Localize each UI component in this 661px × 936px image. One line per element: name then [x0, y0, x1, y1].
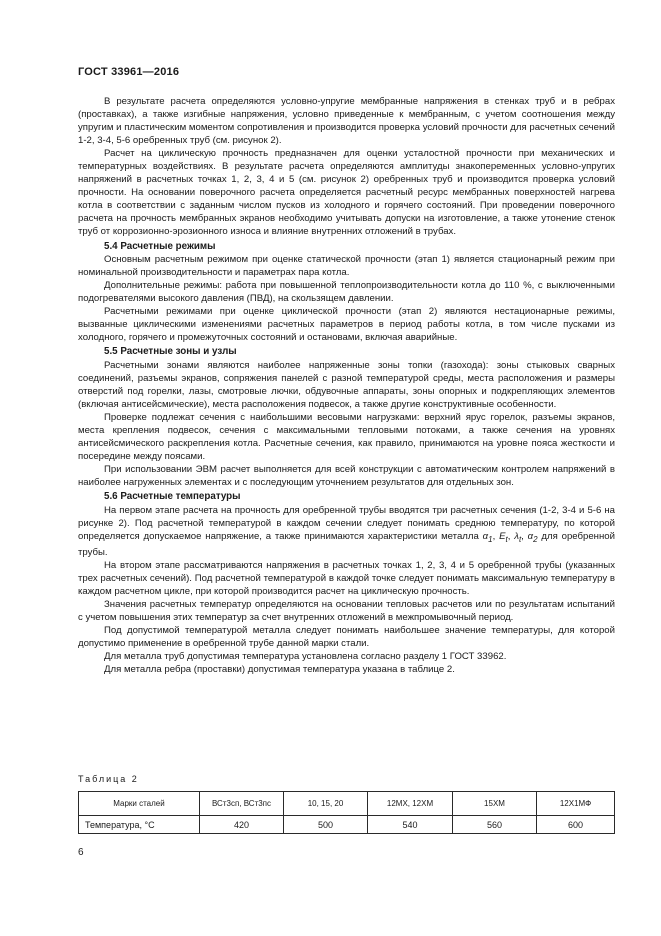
paragraph-main-mode: Основным расчетным режимом при оценке статической прочности (этап 1) является стационарный режим при номинальной производительности и параметрах пара котла. — [78, 254, 615, 279]
header-cell-label: Марки сталей — [79, 792, 200, 816]
symbol-alpha1: $\alpha_1$ — [482, 530, 493, 544]
header-cell: ВСт3сп, ВСт3пс — [200, 792, 284, 816]
table-cell: 540 — [368, 816, 453, 834]
paragraph-cyclic-modes: Расчетными режимами при оценке циклической прочности (этап 2) являются нестационарные режимы, вызванные циклическими изменениями расчетных параметров в период работы котла, в том числе пусками из холодного, горячего и промежуточных состояний и остановами, включая аварийные. — [78, 306, 615, 344]
header-cell: 12Х1МФ — [537, 792, 615, 816]
table-row — [79, 816, 615, 834]
table-cell: 600 — [537, 816, 615, 834]
row-label: Температура, °С — [79, 816, 200, 834]
section-heading-5-4: 5.4 Расчетные режимы — [104, 240, 216, 252]
paragraph-first-stage-text: На первом этапе расчета на прочность для оребренной трубы вводятся три расчетных сечения (1-2, 3-4 и 5-6 на рисунке 2). Под расчетной температурой в каждом сечении следует понимать среднюю температуру, по которой определяется допускаемое напряжение, а также принимаются характеристики металла — [78, 504, 615, 542]
table-caption: Таблица 2 — [78, 774, 139, 784]
paragraph-additional-modes: Дополнительные режимы: работа при повышенной теплопроизводительности котла до 110 %, с выключенными подогревателями высокого давления (ПВД), на скользящем давлении. — [78, 280, 615, 305]
section-heading-5-6: 5.6 Расчетные температуры — [104, 491, 241, 503]
paragraph-cyclic-strength: Расчет на циклическую прочность предназначен для оценки усталостной прочности при механических и температурных воздействиях. В результате расчета определяются амплитуды знакопеременных условно-упругих напряжений в расчетных точках 1, 2, 3, 4 и 5 (см. рисунок 2) оребренных труб и производится проверка условий прочности. На основании поверочного расчета определяется расчетный ресурс мембранных поверхностей нагрева котла в соответствии с заданным числом пусков из холодного и горячего состояний. При проведении поверочного расчета на прочность мембранных экранов необходимо учитывать допуски на изготовление, а также утонение стенок труб от коррозионно-эрозионного износа и влияние внутренних отложений в трубах. — [78, 148, 615, 238]
paragraph-rib-metal: Для металла ребра (проставки) допустимая температура указана в таблице 2. — [104, 664, 455, 676]
paragraph-allowed-temp: Под допустимой температурой металла следует понимать наибольшее значение температуры, для которой допустимо применение в оребренной трубе данной марки стали. — [78, 625, 615, 650]
paragraph-first-stage: На первом этапе расчета на прочность для оребренной трубы вводятся три расчетных сечения (1-2, 3-4 и 5-6 на рисунке 2). Под расчетной температурой в каждом сечении следует понимать среднюю температуру, по которой определяется допускаемое напряжение, а также принимаются характеристики металла $\alpha_1$, $E_t$, $\lambda_t$, $\alpha_2$ для оребренной трубы. — [78, 504, 615, 558]
paragraph-check-sections: Проверке подлежат сечения с наибольшими весовыми нагрузками: верхний ярус горелок, разъемы экранов, места крепления подвесок, сечения с максимальными тепловыми потоками, а также сечения на уровнях антисейсмического раскрепления котла. Расчетные сечения, как правило, принимаются на уровне пояса жесткости и посередине между поясами. — [78, 412, 615, 463]
header-cell: 15ХМ — [453, 792, 537, 816]
page-number: 6 — [78, 847, 84, 858]
table-cell: 560 — [453, 816, 537, 834]
paragraph-second-stage: На втором этапе рассматриваются напряжения в расчетных точках 1, 2, 3, 4 и 5 оребренной трубы (указанных трех расчетных сечений). Под расчетной температурой в каждой точке следует понимать максимальную температуру в каждом расчетном цикле, при которой производится расчет на циклическую прочность. — [78, 559, 615, 597]
paragraph-first-stage-tail: для оребренной трубы. — [78, 530, 615, 558]
table-cell: 500 — [284, 816, 368, 834]
paragraph-computer-calc: При использовании ЭВМ расчет выполняется для всей конструкции с автоматическим контролем напряжений в наиболее нагруженных элементах и с последующим уточнением результатов для отдельных зон. — [78, 464, 615, 489]
symbol-lambda: $\lambda_t$ — [514, 530, 522, 544]
symbol-e: $E_t$ — [499, 530, 508, 544]
section-heading-5-5: 5.5 Расчетные зоны и узлы — [104, 346, 237, 358]
document-body — [78, 95, 615, 676]
symbol-alpha2: $\alpha_2$ — [527, 530, 538, 544]
header-cell: 10, 15, 20 — [284, 792, 368, 816]
paragraph-strength-results: В результате расчета определяются условно-упругие мембранные напряжения в стенках труб и в ребрах (проставках), а также изгибные напряжения, условно приведенные к мембранным, с учетом соотношения между упругим и пластическим моментом сопротивления и производится проверка условий прочности для расчетных сечений 1-2, 3-4, 5-6 оребренных труб (см. рисунок 2). — [78, 96, 615, 147]
steel-temperature-table — [78, 791, 615, 834]
table-cell: 420 — [200, 816, 284, 834]
paragraph-calc-zones: Расчетными зонами являются наиболее напряженные зоны топки (газохода): зоны стыковых сварных соединений, разъемы экранов, сопряжения панелей с разной температурой среды, места расположения и размеры отверстий под горелки, лазы, смотровые лючки, обдувочные аппараты, зоны опорных и подкрепляющих элементов (включая антисейсмические), места расположения подвесок, а также другие конструктивные особенности. — [78, 359, 615, 410]
table-header-row — [79, 792, 615, 816]
paragraph-tube-metal: Для металла труб допустимая температура установлена согласно разделу 1 ГОСТ 33962. — [104, 651, 507, 663]
header-cell: 12МХ, 12ХМ — [368, 792, 453, 816]
paragraph-temp-values: Значения расчетных температур определяются на основании тепловых расчетов или по результатам испытаний с учетом повышения этих температур за счет внутренних отложений в межпромывочный период. — [78, 599, 615, 624]
document-header: ГОСТ 33961—2016 — [78, 66, 180, 78]
